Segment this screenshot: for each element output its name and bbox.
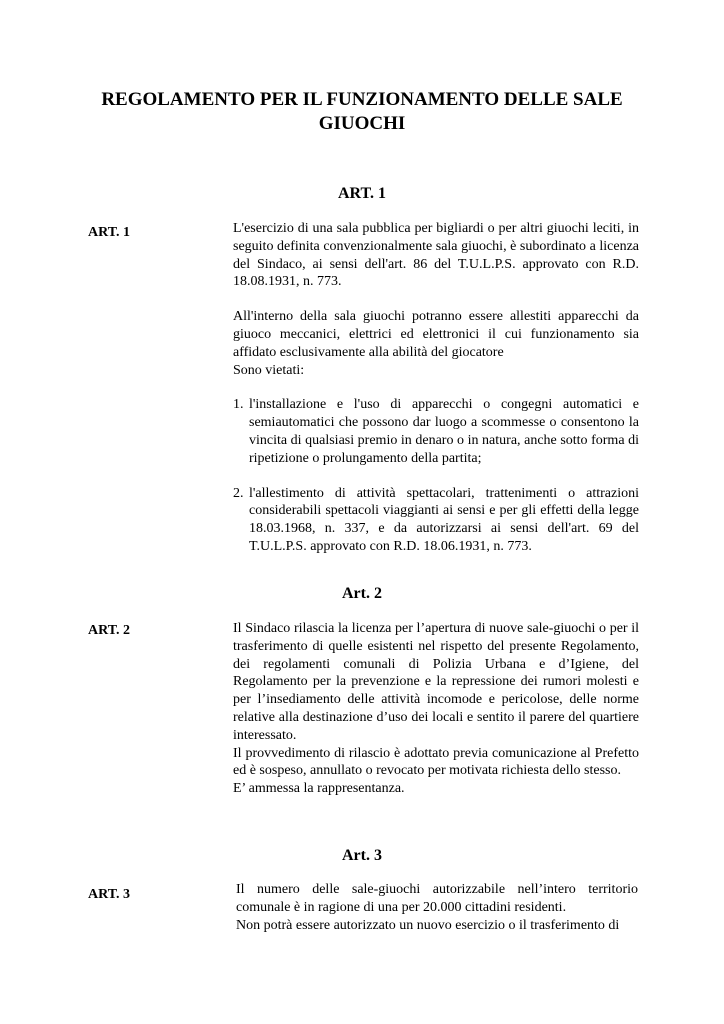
art1-heading: ART. 1 xyxy=(337,185,387,202)
art1-list-item xyxy=(233,485,639,556)
art2-paragraph-1: Il Sindaco rilascia la licenza per l’apertura di nuove sale-giuochi o per il trasferimento di quelle esistenti nel rispetto del presente Regolamento, dei regolamenti comunali di Polizia Urbana e d’Igiene, del Regolamento per la prevenzione e la repressione dei rumori molesti e per l’insediamento delle attività incomode e pericolose, delle norme relative alla destinazione d’uso dei locali e sentito il parere del quartiere interessato. xyxy=(233,621,639,743)
art1-list-text: l'allestimento di attività spettacolari, trattenimenti o attrazioni considerabili spettacoli viaggianti ai sensi e per gli effetti della legge 18.03.1968, n. 337, e da autorizzarsi ai sensi dell'art. 69 del T.U.L.P.S. approvato con R.D. 18.06.1931, n. 773. xyxy=(249,485,639,554)
art1-body xyxy=(233,220,639,556)
art1-paragraph-2: All'interno della sala giuochi potranno essere allestiti apparecchi da giuoco meccanici, elettrici ed elettronici il cui funzionamento sia affidato esclusivamente alla abilità del giocatore xyxy=(233,309,639,360)
document-title-line-2: GIUOCHI xyxy=(318,113,406,134)
art1-list-number: 2. xyxy=(233,485,244,501)
document-title-line-1: REGOLAMENTO PER IL FUNZIONAMENTO DELLE SALE xyxy=(101,89,623,110)
document-title xyxy=(40,88,684,136)
art2-body xyxy=(233,620,639,798)
art3-paragraph-2: Non potrà essere autorizzato un nuovo esercizio o il trasferimento di xyxy=(236,917,620,933)
art3-body xyxy=(236,881,638,934)
art1-list-number: 1. xyxy=(233,397,244,413)
art3-paragraph-1: Il numero delle sale-giuochi autorizzabile nell’intero territorio comunale è in ragione di una per 20.000 cittadini residenti. xyxy=(236,882,638,915)
art1-list-text: l'installazione e l'uso di apparecchi o congegni automatici e semiautomatici che possono dar luogo a scommesse o consentono la vincita di qualsiasi premio in denaro o in natura, anche sotto forma di ripetizione o prolungamento della partita; xyxy=(249,397,639,466)
art2-side-label: ART. 2 xyxy=(88,623,131,638)
art3-side-label: ART. 3 xyxy=(88,887,131,902)
art2-paragraph-2: Il provvedimento di rilascio è adottato previa comunicazione al Prefetto ed è sospeso, annullato o revocato per motivata richiesta dello stesso. xyxy=(233,745,639,779)
art1-list-item xyxy=(233,396,639,467)
art1-side-label: ART. 1 xyxy=(88,225,131,240)
art2-heading: Art. 2 xyxy=(342,585,382,602)
art1-paragraph-3: Sono vietati: xyxy=(233,362,305,378)
art2-paragraph-3: E’ ammessa la rappresentanza. xyxy=(233,781,405,797)
art1-paragraph-1: L'esercizio di una sala pubblica per bigliardi o per altri giuochi leciti, in seguito definita convenzionalmente sala giuochi, è subordinato a licenza del Sindaco, ai sensi dell'art. 86 del T.U.L.P.S. approvato con R.D. 18.08.1931, n. 773. xyxy=(233,221,639,290)
art3-heading: Art. 3 xyxy=(342,847,382,864)
